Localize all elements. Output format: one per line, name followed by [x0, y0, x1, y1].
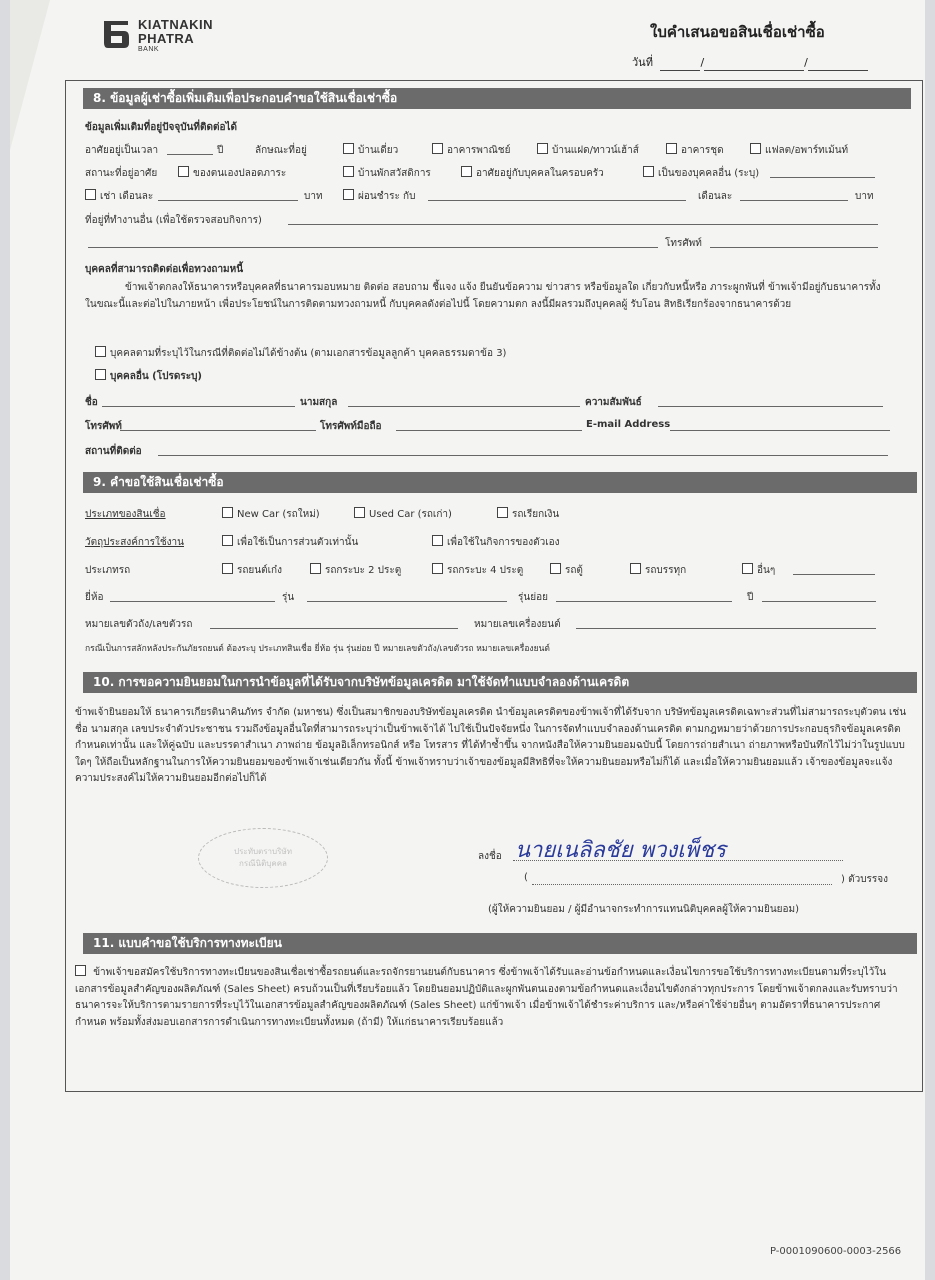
mobile-label: โทรศัพท์มือถือ	[320, 421, 382, 432]
opt-flat[interactable]: แฟลต/อพาร์ทเม้นท์	[750, 143, 848, 158]
checkbox[interactable]	[666, 143, 677, 154]
contact-title: บุคคลที่สามารถติดต่อเพื่อทวงถามหนี้	[85, 264, 244, 275]
checkbox[interactable]	[630, 563, 641, 574]
opt-sedan[interactable]: รถยนต์เก๋ง	[222, 563, 282, 578]
checkbox[interactable]	[95, 346, 106, 357]
opt-townhouse[interactable]: บ้านแฝด/ทาวน์เฮ้าส์	[537, 143, 639, 158]
checkbox[interactable]	[497, 507, 508, 518]
residence-type-label: ลักษณะที่อยู่	[255, 145, 307, 156]
form-title: ใบคำเสนอขอสินเชื่อเช่าซื้อ	[650, 23, 825, 41]
print-name-open: (	[524, 872, 528, 883]
monthly-amount-input[interactable]	[740, 200, 848, 201]
live-time-input[interactable]	[167, 154, 213, 155]
phone-input[interactable]	[710, 247, 878, 248]
model-input[interactable]	[307, 601, 507, 602]
tel-input[interactable]	[120, 430, 316, 431]
checkbox[interactable]	[742, 563, 753, 574]
contact-option-2[interactable]: บุคคลอื่น (โปรดระบุ)	[95, 369, 202, 384]
opt-installment[interactable]: ผ่อนชำระ กับ	[343, 189, 415, 204]
name-label: ชื่อ	[85, 397, 98, 408]
opt-other[interactable]: อื่นๆ	[742, 563, 775, 578]
opt-car-loan[interactable]: รถเรียกเงิน	[497, 507, 559, 522]
checkbox[interactable]	[222, 507, 233, 518]
other-type-input[interactable]	[793, 574, 875, 575]
brand-label: ยี่ห้อ	[85, 592, 104, 603]
checkbox[interactable]	[222, 563, 233, 574]
contact-place-label: สถานที่ติดต่อ	[85, 446, 142, 457]
checkbox[interactable]	[178, 166, 189, 177]
checkbox[interactable]	[222, 535, 233, 546]
model-label: รุ่น	[282, 592, 295, 603]
email-input[interactable]	[670, 430, 890, 431]
page-curl	[10, 0, 50, 150]
consenter-label: (ผู้ให้ความยินยอม / ผู้มีอำนาจกระทำการแทนนิติบุคคลผู้ให้ความยินยอม)	[488, 904, 800, 915]
other-person-input[interactable]	[770, 177, 875, 178]
s8-subtitle: ข้อมูลเพิ่มเติมที่อยู่ปัจจุบันที่ติดต่อได้	[85, 122, 237, 133]
opt-house[interactable]: บ้านเดี่ยว	[343, 143, 398, 158]
checkbox[interactable]	[343, 143, 354, 154]
live-time-label: อาศัยอยู่เป็นเวลา	[85, 145, 159, 156]
logo-line-3: BANK	[138, 46, 160, 53]
checkbox[interactable]	[537, 143, 548, 154]
print-name-input[interactable]	[532, 884, 832, 885]
company-stamp-area: ประทับตราบริษัท กรณีนิติบุคคล	[198, 828, 328, 888]
surname-input[interactable]	[348, 406, 580, 407]
opt-welfare[interactable]: บ้านพักสวัสดิการ	[343, 166, 431, 181]
checkbox[interactable]	[432, 563, 443, 574]
email-label: E-mail Address	[586, 419, 671, 430]
baht-label-2: บาท	[855, 191, 874, 202]
signature: นายเนลิลชัย พวงเพ็ชร	[515, 838, 726, 863]
other-workplace-input[interactable]	[288, 224, 878, 225]
name-input[interactable]	[102, 406, 295, 407]
opt-used-car[interactable]: Used Car (รถเก่า)	[354, 507, 452, 522]
monthly-label: เดือนละ	[698, 191, 733, 202]
opt-pickup-2[interactable]: รถกระบะ 2 ประตู	[310, 563, 401, 578]
opt-business[interactable]: เพื่อใช้ในกิจการของตัวเอง	[432, 535, 560, 550]
opt-pickup-4[interactable]: รถกระบะ 4 ประตู	[432, 563, 523, 578]
opt-personal[interactable]: เพื่อใช้เป็นการส่วนตัวเท่านั้น	[222, 535, 358, 550]
submodel-label: รุ่นย่อย	[518, 592, 548, 603]
credit-type-label: ประเภทของสินเชื่อ	[85, 509, 166, 520]
bank-logo	[102, 18, 213, 54]
submodel-input[interactable]	[556, 601, 732, 602]
sign-label: ลงชื่อ	[478, 851, 502, 862]
rent-amount-input[interactable]	[158, 200, 298, 201]
document-code: P-0001090600-0003-2566	[770, 1246, 902, 1257]
opt-van[interactable]: รถตู้	[550, 563, 583, 578]
chassis-label: หมายเลขตัวถัง/เลขตัวรถ	[85, 619, 193, 630]
opt-condo[interactable]: อาคารชุด	[666, 143, 724, 158]
checkbox[interactable]	[432, 143, 443, 154]
other-workplace-input-2[interactable]	[88, 247, 658, 248]
brand-input[interactable]	[110, 601, 275, 602]
phone-label: โทรศัพท์	[665, 238, 702, 249]
checkbox[interactable]	[310, 563, 321, 574]
print-name-label: ) ตัวบรรจง	[841, 874, 889, 885]
tel-label: โทรศัพท์	[85, 421, 122, 432]
opt-other-person[interactable]: เป็นของบุคคลอื่น (ระบุ)	[643, 166, 759, 181]
opt-rent[interactable]: เช่า เดือนละ	[85, 189, 153, 204]
relation-label: ความสัมพันธ์	[585, 397, 642, 408]
opt-commercial[interactable]: อาคารพาณิชย์	[432, 143, 510, 158]
opt-own[interactable]: ของตนเองปลอดภาระ	[178, 166, 286, 181]
checkbox[interactable]	[461, 166, 472, 177]
section-8-header: 8. ข้อมูลผู้เช่าซื้อเพิ่มเติมเพื่อประกอบคำขอใช้สินเชื่อเช่าซื้อ	[83, 88, 911, 109]
s9-note: กรณีเป็นการสลักหลังประกันภัยรถยนต์ ต้องระบุ ประเภทสินเชื่อ ยี่ห้อ รุ่น รุ่นย่อย ปี หมายเลขตัวถัง/เลขตัวรถ หมายเลขเครื่องยนต์	[85, 644, 550, 654]
opt-new-car[interactable]: New Car (รถใหม่)	[222, 507, 320, 522]
year-label: ปี	[217, 145, 224, 156]
car-type-label: ประเภทรถ	[85, 565, 131, 576]
date-field[interactable]: วันที่ / /	[632, 53, 868, 71]
baht-label: บาท	[304, 191, 323, 202]
contact-paragraph: ข้าพเจ้าตกลงให้ธนาคารหรือบุคคลที่ธนาคารมอบหมาย ติดต่อ สอบถาม ชี้แจง แจ้ง ยืนยันข้อความ ข่าวสาร หรือข้อมูลใด เกี่ยวกับหนี้หรือ ภาระผูกพันที่ ข้าพเจ้ามีอยู่กับธนาคารทั้งในขณะนี้และต่อไปในภายหน้า เพื่อประโยชน์ในการติดตามทวงถามหนี้ กับบุคคลดังต่อไปนี้ โดยความตก ลงนี้มีผลรวมถึงบุคคลผู้ รับโอน สิทธิเรียกร้องจากธนาคารด้วย	[85, 282, 881, 310]
purpose-label: วัตถุประสงค์การใช้งาน	[85, 537, 184, 548]
registration-checkbox[interactable]	[75, 965, 86, 976]
opt-truck[interactable]: รถบรรทุก	[630, 563, 686, 578]
checkbox[interactable]	[354, 507, 365, 518]
other-workplace-label: ที่อยู่ที่ทำงานอื่น (เพื่อใช้ตรวจสอบกิจการ)	[85, 215, 262, 226]
relation-input[interactable]	[658, 406, 883, 407]
logo-line-2: PHATRA	[138, 31, 195, 46]
checkbox[interactable]	[550, 563, 561, 574]
checkbox[interactable]	[750, 143, 761, 154]
section-10-header: 10. การขอความยินยอมในการนำข้อมูลที่ได้รับจากบริษัทข้อมูลเครดิต มาใช้จัดทำแบบจำลองด้านเครดิต	[83, 672, 917, 693]
section-9-header: 9. คำขอใช้สินเชื่อเช่าซื้อ	[83, 472, 917, 493]
consent-paragraph: ข้าพเจ้ายินยอมให้ ธนาคารเกียรตินาคินภัทร จำกัด (มหาชน) ซึ่งเป็นสมาชิกของบริษัทข้อมูลเครดิต นำข้อมูลเครดิตของข้าพเจ้าที่ได้รับจาก บริษัทข้อมูลเครดิตเฉพาะส่วนที่ไม่สามารถระบุตัวตน เช่น ชื่อ นามสกุล เลขประจำตัวประชาชน รวมถึงข้อมูลอื่นใดที่สามารถระบุว่าเป็นข้าพเจ้าได้ ไปใช้เป็นปัจจัยหนึ่ง ในการจัดทำแบบจำลองด้านเครดิต ตามกฎหมายว่าด้วยการประกอบธุรกิจข้อมูลเครดิตกำหนดเท่านั้น และให้คู่ฉบับ และบรรดาสำเนา ภาพถ่าย ข้อมูลอิเล็กทรอนิกส์ หรือ โทรสาร ที่ได้ทำซ้ำขึ้น จากหนังสือให้ความยินยอมฉบับนี้ โดยการถ่ายสำเนา ถ่ายภาพหรือบันทึกไว้ไม่ว่าในรูปแบบใดๆ ให้ถือเป็นหลักฐานในการให้ความยินยอมของข้าพเจ้าเช่นเดียวกัน ทั้งนี้ ข้าพเจ้าทราบว่าเจ้าของข้อมูลมีสิทธิที่จะให้ความยินยอมหรือไม่ก็ได้ และเมื่อให้ความยินยอมแล้ว เจ้าของข้อมูลจะแจ้งความประสงค์ไม่ให้ความยินยอมอีกต่อไปก็ได้	[75, 707, 907, 784]
chassis-input[interactable]	[210, 628, 458, 629]
kkp-logo-icon	[102, 18, 130, 50]
checkbox[interactable]	[85, 189, 96, 200]
date-label: วันที่	[632, 56, 653, 69]
section-11-header: 11. แบบคำขอใช้บริการทางทะเบียน	[83, 933, 917, 954]
registration-paragraph[interactable]: ข้าพเจ้าขอสมัครใช้บริการทางทะเบียนของสินเชื่อเช่าซื้อรถยนต์และรถจักรยานยนต์กับธนาคาร ซึ่งข้าพเจ้าได้รับและอ่านข้อกำหนดและเงื่อนไขการขอใช้บริการทางทะเบียนตามที่ระบุไว้ในเอกสารข้อมูลสำคัญของผลิตภัณฑ์ (Sales Sheet) ครบถ้วนเป็นที่เรียบร้อยแล้ว โดยยินยอมปฏิบัติและผูกพันตนเองตามข้อกำหนดและเงื่อนไขดังกล่าวทุกประการ โดยข้าพเจ้าตกลงและรับทราบว่า ธนาคารจะให้บริการตามรายการที่ระบุไว้ในเอกสารข้อมูลสำคัญของผลิตภัณฑ์ (Sales Sheet) แก่ข้าพเจ้า เมื่อข้าพเจ้าได้ชำระค่าบริการ และ/หรือค่าใช้จ่ายอื่นๆ ตามอัตราที่ธนาคารประกาศกำหนด พร้อมทั้งส่งมอบเอกสารการดำเนินการทางทะเบียนทั้งหมด (ถ้ามี) ให้แก่ธนาคารเรียบร้อยแล้ว	[75, 967, 898, 1028]
installment-with-input[interactable]	[428, 200, 686, 201]
checkbox[interactable]	[643, 166, 654, 177]
form-page	[10, 0, 925, 1280]
status-label: สถานะที่อยู่อาศัย	[85, 168, 158, 179]
opt-family[interactable]: อาศัยอยู่กับบุคคลในครอบครัว	[461, 166, 604, 181]
mobile-input[interactable]	[396, 430, 582, 431]
checkbox[interactable]	[432, 535, 443, 546]
contact-place-input[interactable]	[158, 455, 888, 456]
surname-label: นามสกุล	[300, 397, 338, 408]
checkbox[interactable]	[343, 189, 354, 200]
car-year-label: ปี	[747, 592, 754, 603]
checkbox[interactable]	[343, 166, 354, 177]
engine-label: หมายเลขเครื่องยนต์	[474, 619, 561, 630]
engine-input[interactable]	[576, 628, 876, 629]
checkbox[interactable]	[95, 369, 106, 380]
car-year-input[interactable]	[762, 601, 876, 602]
logo-line-1: KIATNAKIN	[138, 17, 214, 32]
contact-option-1[interactable]: บุคคลตามที่ระบุไว้ในกรณีที่ติดต่อไม่ได้ข้างต้น (ตามเอกสารข้อมูลลูกค้า บุคคลธรรมดาข้อ 3)	[95, 346, 506, 361]
